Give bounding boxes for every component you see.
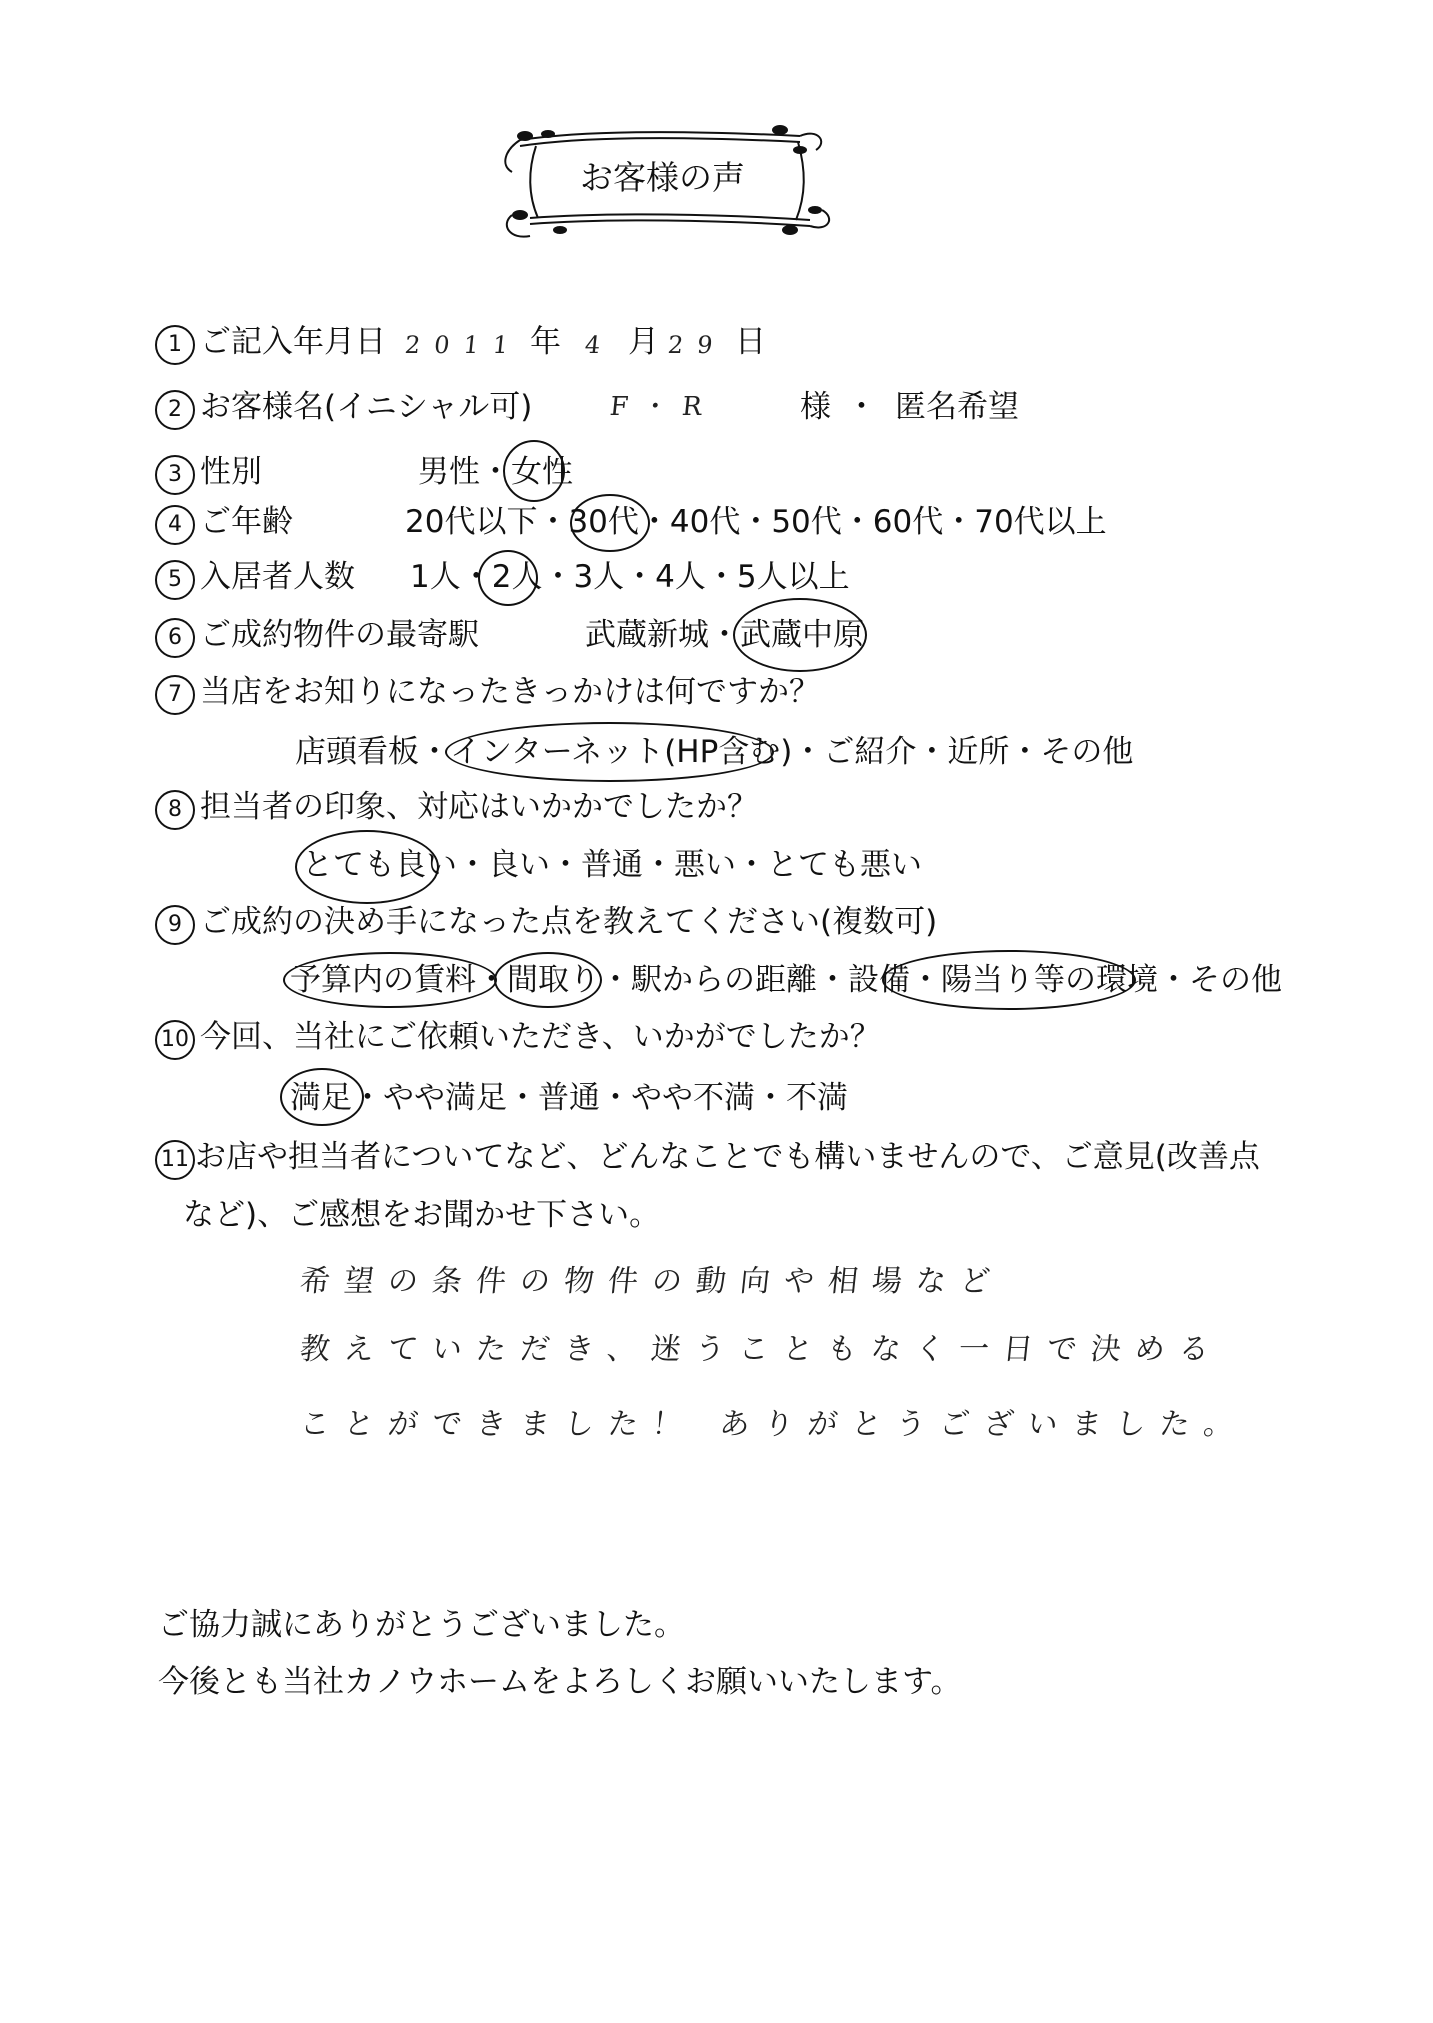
page-title: お客様の声	[580, 158, 745, 197]
q4-options: 20代以下・30代・40代・50代・60代・70代以上	[405, 504, 1107, 540]
q1-day-value: 29	[666, 331, 729, 359]
q9-answer-circle-layout	[494, 952, 602, 1008]
q7-answer-circle	[445, 722, 774, 782]
q11-answer-line1: 希望の条件の物件の動向や相場など	[298, 1264, 1006, 1299]
q11-label-line1: お店や担当者についてなど、どんなことでも構いませんので、ご意見(改善点	[195, 1139, 1260, 1175]
q6-answer-circle	[733, 598, 867, 672]
q2-name-value: F・R	[608, 392, 718, 422]
q1-number: 1	[155, 325, 195, 365]
q10-number: 10	[155, 1020, 195, 1060]
ornament-frame-icon	[0, 0, 1433, 260]
q4-answer-circle	[570, 494, 650, 552]
q10-options: 満足・やや満足・普通・やや不満・不満	[290, 1080, 848, 1116]
q1-day-unit: 日	[735, 324, 766, 360]
q9-options: 予算内の賃料・間取り・駅からの距離・設備・陽当り等の環境・その他	[290, 962, 1282, 998]
q11-number: 11	[155, 1140, 195, 1180]
q11-label-line2: など)、ご感想をお聞かせ下さい。	[183, 1197, 661, 1233]
q1-label: ご記入年月日	[200, 324, 386, 360]
q5-number: 5	[155, 560, 195, 600]
q5-answer-circle	[478, 550, 538, 606]
q7-options: 店頭看板・インターネット(HP含む)・ご紹介・近所・その他	[295, 734, 1134, 770]
footer-closing: 今後とも当社カノウホームをよろしくお願いいたします。	[158, 1664, 962, 1700]
q2-sama: 様	[800, 389, 831, 425]
q2-label: お客様名(イニシャル可)	[200, 389, 533, 425]
q8-label: 担当者の印象、対応はいかかでしたか？	[200, 789, 758, 825]
q1-year-value: 2011	[403, 331, 524, 359]
q9-answer-circle-sunlight	[882, 950, 1136, 1010]
q7-number: 7	[155, 675, 195, 715]
q10-answer-circle	[280, 1068, 364, 1126]
q8-number: 8	[155, 790, 195, 830]
q3-number: 3	[155, 455, 195, 495]
q3-label: 性別	[200, 454, 262, 490]
q3-options: 男性・女性	[418, 454, 573, 490]
q2-separator: ・	[846, 389, 877, 425]
q1-year-unit: 年	[530, 324, 561, 360]
q1-month-unit: 月	[628, 324, 659, 360]
q6-number: 6	[155, 618, 195, 658]
q9-label: ご成約の決め手になった点を教えてください(複数可)	[200, 904, 938, 940]
q1-month-value: 4	[583, 331, 616, 359]
q11-answer-line3: ことができました！ ありがとうございました。	[298, 1407, 1250, 1442]
q9-number: 9	[155, 905, 195, 945]
q6-label: ご成約物件の最寄駅	[200, 617, 479, 653]
q2-number: 2	[155, 390, 195, 430]
q3-answer-circle	[503, 440, 565, 502]
q4-label: ご年齢	[200, 504, 293, 540]
q4-number: 4	[155, 505, 195, 545]
q9-answer-circle-budget	[283, 952, 497, 1008]
q5-options: 1人・2人・3人・4人・5人以上	[410, 559, 850, 595]
q8-options: とても良い・良い・普通・悪い・とても悪い	[302, 847, 922, 883]
q5-label: 入居者人数	[200, 559, 355, 595]
q7-label: 当店をお知りになったきっかけは何ですか？	[200, 674, 820, 710]
q10-label: 今回、当社にご依頼いただき、いかがでしたか？	[200, 1019, 881, 1055]
q8-answer-circle	[295, 830, 439, 904]
q2-anonymous: 匿名希望	[895, 389, 1019, 425]
q11-answer-line2: 教えていただき、迷うこともなく一日で決める	[298, 1332, 1225, 1367]
footer-thanks: ご協力誠にありがとうございました。	[158, 1607, 685, 1643]
q6-options: 武蔵新城・武蔵中原	[585, 617, 864, 653]
